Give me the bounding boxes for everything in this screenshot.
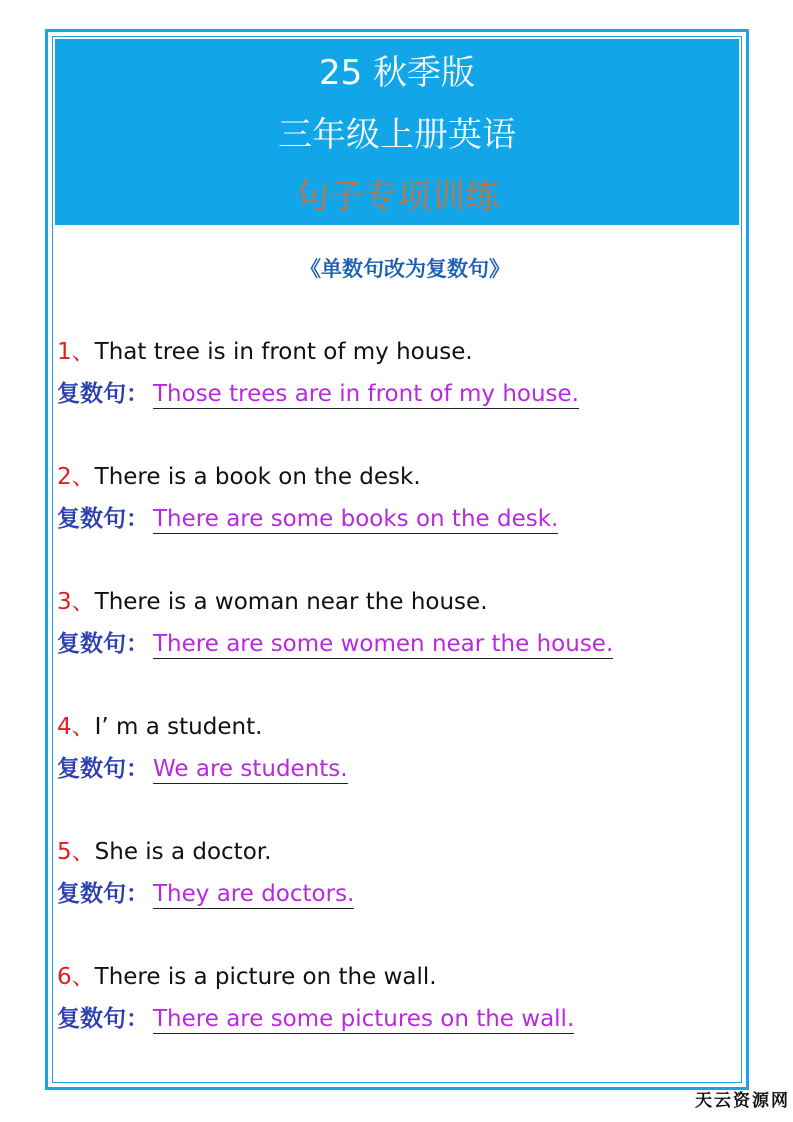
answer-label: 复数句：	[57, 506, 149, 532]
answer-text: Those trees are in front of my house.	[153, 381, 579, 407]
answer-text: They are doctors.	[153, 881, 355, 907]
question-line	[57, 712, 747, 742]
answer-line	[57, 379, 747, 409]
question-line	[57, 962, 747, 992]
answer-text: There are some books on the desk.	[153, 506, 559, 532]
question-text: She is a doctor.	[94, 839, 272, 865]
answer-line	[57, 754, 747, 784]
question-number: 2、	[57, 464, 95, 490]
header-grade-subject: 三年级上册英语	[278, 115, 516, 155]
answer-label: 复数句：	[57, 631, 149, 657]
question-line	[57, 337, 747, 367]
question-number: 5、	[57, 839, 95, 865]
exercise-item	[57, 712, 747, 784]
answer-line	[57, 504, 747, 534]
question-line	[57, 587, 747, 617]
exercise-item	[57, 337, 747, 409]
question-line	[57, 462, 747, 492]
exercise-item	[57, 587, 747, 659]
watermark-text: 天云资源网	[695, 1091, 790, 1111]
question-line	[57, 837, 747, 867]
answer-label: 复数句：	[57, 1006, 149, 1032]
exercise-item	[57, 462, 747, 534]
answer-line	[57, 879, 747, 909]
answer-label: 复数句：	[57, 756, 149, 782]
question-number: 4、	[57, 714, 95, 740]
question-number: 3、	[57, 589, 95, 615]
question-number: 1、	[57, 339, 95, 365]
question-text: That tree is in front of my house.	[94, 339, 473, 365]
answer-text: We are students.	[153, 756, 348, 782]
header-topic: 句子专项训练	[295, 177, 499, 217]
answer-text: There are some women near the house.	[153, 631, 614, 657]
question-number: 6、	[57, 964, 95, 990]
header-edition: 25 秋季版	[318, 53, 476, 93]
header-banner	[55, 39, 739, 225]
answer-text: There are some pictures on the wall.	[153, 1006, 575, 1032]
question-text: There is a book on the desk.	[94, 464, 421, 490]
answer-label: 复数句：	[57, 881, 149, 907]
answer-line	[57, 1004, 747, 1034]
section-title: 《单数句改为复数句》	[300, 257, 510, 281]
question-text: I’ m a student.	[94, 714, 263, 740]
question-text: There is a woman near the house.	[94, 589, 488, 615]
exercise-item	[57, 962, 747, 1034]
question-text: There is a picture on the wall.	[94, 964, 437, 990]
answer-line	[57, 629, 747, 659]
answer-label: 复数句：	[57, 381, 149, 407]
exercise-item	[57, 837, 747, 909]
